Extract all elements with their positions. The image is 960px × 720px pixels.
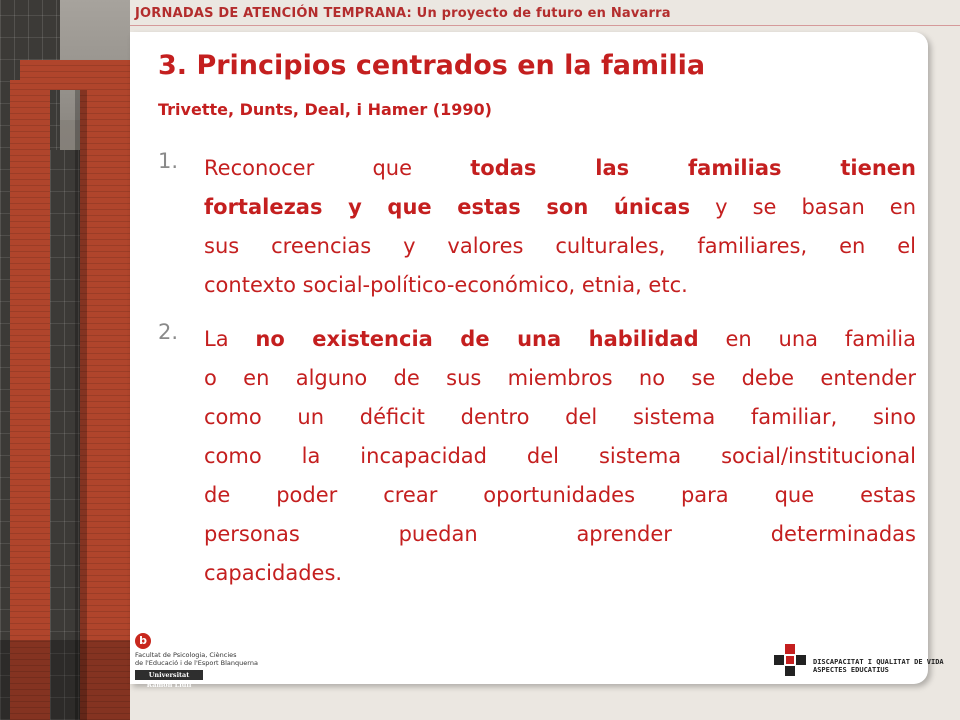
header-title: JORNADAS DE ATENCIÓN TEMPRANA: Un proyecto de futuro en Navarra [135,6,671,21]
slide-subtitle: Trivette, Dunts, Deal, i Hamer (1990) [158,100,492,119]
photo-brick-beam [20,60,130,90]
faculty-name [135,651,258,667]
principle-item-1 [158,149,916,305]
header-divider [130,25,960,26]
faculty-name-line: de l'Educació i de l'Esport Blanquerna [135,659,258,667]
photo-brick-column [10,80,50,720]
item-number: 1. [158,149,179,173]
emphasis-text: fortalezas y que estas son únicas [204,195,691,219]
item-text-line: como un déficit dentro del sistema familiar, sino [204,405,916,429]
faculty-name-line: Facultat de Psicologia, Ciències [135,651,237,659]
emphasis-text: todas las familias tienen [470,156,916,180]
item-text-line: La no existencia de una habilidad en una familia [204,327,916,351]
university-logo: Universitat Ramon Llull [135,670,203,680]
item-text-line: o en alguno de sus miembros no se debe entender [204,366,916,390]
photo-ground [0,640,130,720]
disability-quality-text [813,658,944,674]
dq-text-line: ASPECTES EDUCATIUS [813,666,889,674]
item-text-line: capacidades. [204,561,343,585]
disability-quality-logo-icon [772,642,808,678]
item-text-line: sus creencias y valores culturales, familiares, en el [204,234,916,258]
item-text-line: Reconocer que todas las familias tienen [204,156,916,180]
item-text-line: personas puedan aprender determinadas [204,522,916,546]
item-text-line: como la incapacidad del sistema social/institucional [204,444,916,468]
building-photo [0,0,130,720]
faculty-logo-icon: b [135,633,151,649]
item-text [158,149,916,305]
slide-title: 3. Principios centrados en la familia [158,50,706,81]
principle-item-2 [158,320,916,593]
item-text-line: fortalezas y que estas son únicas y se basan en [204,195,916,219]
item-text-line: de poder crear oportunidades para que estas [204,483,916,507]
item-number: 2. [158,320,179,344]
emphasis-text: no existencia de una habilidad [255,327,699,351]
item-text-line: contexto social-político-económico, etnia, etc. [204,273,688,297]
photo-brick-column [80,60,130,720]
dq-text-line: DISCAPACITAT I QUALITAT DE VIDA [813,658,944,666]
photo-shadow [75,90,87,720]
item-text [158,320,916,593]
